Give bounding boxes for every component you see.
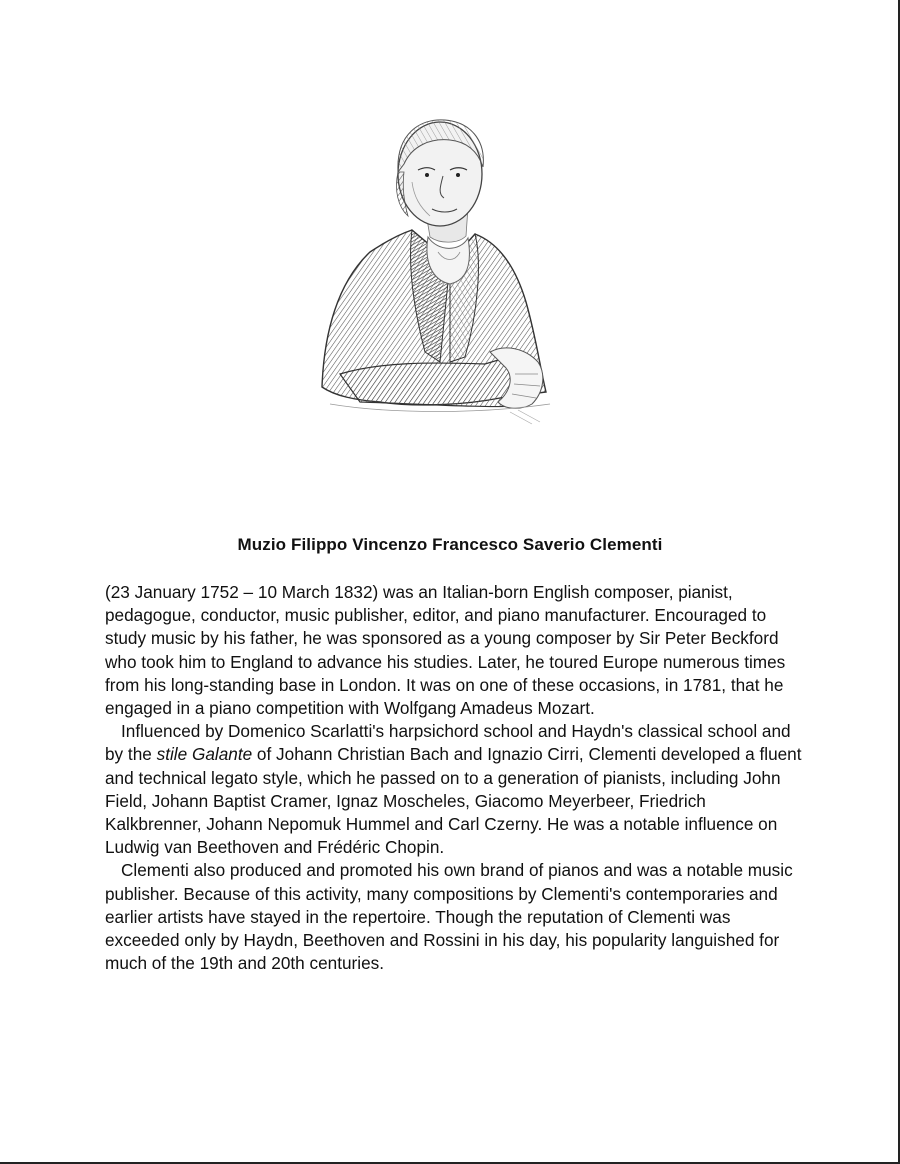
paragraph-3-text: Clementi also produced and promoted his own brand of pianos and was a notable music publisher. Because of this activity, many compositions by Clementi's contemporaries and earlier artists have stayed in the repertoire. Though the reputation of Clementi was exceeded only by Haydn, Beethoven and Rossini in his day, his popularity languished for much of the 19th and 20th centuries. xyxy=(105,860,793,974)
paragraph-1 xyxy=(105,581,805,720)
biography-text xyxy=(105,581,805,975)
paragraph-2-emphasis: stile Galante xyxy=(156,744,253,765)
paragraph-3 xyxy=(105,859,805,975)
paragraph-1-text: (23 January 1752 – 10 March 1832) was an Italian-born English composer, pianist, pedagogue, conductor, music publisher, editor, and piano manufacturer. Encouraged to study music by his father, he was sponsored as a young composer by Sir Peter Beckford who took him to England to advance his studies. Later, he toured Europe numerous times from his long-standing base in London. It was on one of these occasions, in 1781, that he engaged in a piano competition with Wolfgang Amadeus Mozart. xyxy=(105,582,786,719)
paragraph-2-text-start: Influenced by Domenico Scarlatti's harpsichord school and Haydn's classical school and by the xyxy=(105,721,791,765)
portrait-icon xyxy=(300,112,580,442)
portrait-engraving xyxy=(300,112,580,442)
paragraph-2 xyxy=(105,720,805,859)
paragraph-2-text-end: of Johann Christian Bach and Ignazio Cirri, Clementi developed a fluent and technical legato style, which he passed on to a generation of pianists, including John Field, Johann Baptist Cramer, Ignaz Moscheles, Giacomo Meyerbeer, Friedrich Kalkbrenner, Johann Nepomuk Hummel and Carl Czerny. He was a notable influence on Ludwig van Beethoven and Frédéric Chopin. xyxy=(105,744,802,858)
page-title: Muzio Filippo Vincenzo Francesco Saverio Clementi xyxy=(237,535,663,554)
